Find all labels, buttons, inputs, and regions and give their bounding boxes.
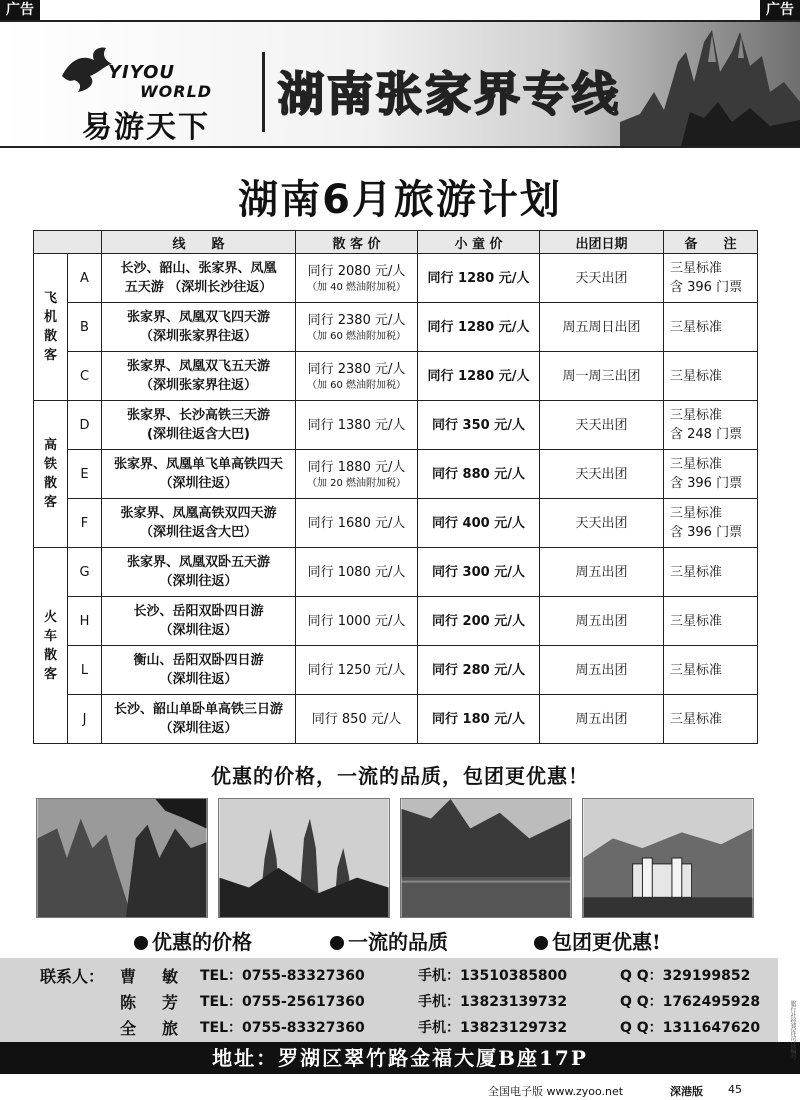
contact-row xyxy=(0,1016,778,1042)
route-line: （深圳往返） xyxy=(159,672,238,687)
banner-title: 湖南张家界专线 xyxy=(278,67,621,121)
route-cell xyxy=(102,548,296,597)
note-line: 三星标准 xyxy=(670,368,723,384)
point-group: 包团更优惠! xyxy=(534,926,661,955)
adult-price-cell xyxy=(296,450,418,499)
contact-name: 全旅 xyxy=(120,1019,205,1038)
route-line: 衡山、岳阳双卧四日游 xyxy=(133,653,264,668)
table-row xyxy=(34,254,758,303)
table-row xyxy=(34,646,758,695)
table-header-row xyxy=(34,231,758,254)
adult-price: 同行 850 元/人 xyxy=(311,711,402,727)
route-cell xyxy=(102,695,296,744)
adult-price: 同行 2380 元/人 xyxy=(307,312,406,328)
route-line: 张家界、凤凰单飞单高铁四天 xyxy=(113,457,283,472)
contact-tel: TEL：0755-83327360 xyxy=(200,1020,365,1036)
bullet-icon xyxy=(134,936,148,950)
route-cell xyxy=(102,401,296,450)
adult-price-cell xyxy=(296,548,418,597)
departure-date: 周五出团 xyxy=(540,597,664,646)
footer-region: 深港版 xyxy=(670,1085,703,1098)
route-code: C xyxy=(68,352,102,401)
route-code: L xyxy=(68,646,102,695)
header-route: 线 路 xyxy=(102,231,296,254)
child-price: 同行 350 元/人 xyxy=(418,401,540,450)
table-row xyxy=(34,450,758,499)
tour-plan-table xyxy=(33,230,758,744)
page-footer xyxy=(0,1080,800,1100)
route-line: （深圳张家界往返） xyxy=(139,329,257,344)
banner-divider xyxy=(262,52,265,132)
note-cell xyxy=(664,450,758,499)
note-cell xyxy=(664,401,758,450)
route-line: 张家界、凤凰高铁双四天游 xyxy=(120,506,277,521)
route-code: A xyxy=(68,254,102,303)
route-cell xyxy=(102,499,296,548)
note-line: 三星标准 xyxy=(670,662,723,678)
table-row xyxy=(34,499,758,548)
note-cell xyxy=(664,646,758,695)
departure-date: 周五出团 xyxy=(540,548,664,597)
header-departure: 出团日期 xyxy=(540,231,664,254)
contact-mobile: 手机：13823139732 xyxy=(418,994,568,1010)
note-cell xyxy=(664,548,758,597)
bullet-icon xyxy=(534,936,548,950)
bullet-icon xyxy=(330,936,344,950)
note-cell xyxy=(664,352,758,401)
route-line: 张家界、凤凰双卧五天游 xyxy=(126,555,270,570)
contact-mobile: 手机：13823129732 xyxy=(418,1020,568,1036)
address-bar: 地址：罗湖区翠竹路金福大厦B座17P xyxy=(0,1042,800,1074)
note-cell xyxy=(664,254,758,303)
route-cell xyxy=(102,303,296,352)
scenery-photo-4 xyxy=(582,798,754,918)
table-row xyxy=(34,695,758,744)
category-cell xyxy=(34,548,68,744)
contact-row xyxy=(0,990,778,1016)
route-line: （深圳往返） xyxy=(159,476,238,491)
slogan: 优惠的价格，一流的品质，包团更优惠！ xyxy=(211,764,589,788)
route-line: 五天游 （深圳长沙往返） xyxy=(124,280,273,295)
child-price: 同行 1280 元/人 xyxy=(418,352,540,401)
child-price: 同行 180 元/人 xyxy=(418,695,540,744)
logo-english-line1: YIYOU xyxy=(108,62,176,83)
contact-qq: Q Q：1311647620 xyxy=(620,1020,761,1036)
page-title: 湖南6月旅游计划 xyxy=(238,177,562,223)
note-cell xyxy=(664,499,758,548)
highlight-points xyxy=(0,926,800,952)
adult-price-cell xyxy=(296,646,418,695)
adult-price: 同行 1000 元/人 xyxy=(307,613,406,629)
page-number: 45 xyxy=(728,1083,742,1096)
contact-section xyxy=(0,958,778,1042)
note-line: 三星标准 xyxy=(670,408,723,423)
route-line: (深圳往返含大巴) xyxy=(147,427,250,442)
footer-edition: 全国电子版 www.zyoo.net xyxy=(488,1085,624,1098)
table-row xyxy=(34,597,758,646)
adult-price-cell xyxy=(296,303,418,352)
logo-english-line2: WORLD xyxy=(140,82,213,101)
table-row xyxy=(34,303,758,352)
route-line: 张家界、凤凰双飞四天游 xyxy=(126,310,270,325)
adult-price: 同行 1250 元/人 xyxy=(307,662,406,678)
route-line: 张家界、长沙高铁三天游 xyxy=(126,408,270,423)
departure-date: 天天出团 xyxy=(540,401,664,450)
adult-price: 同行 1680 元/人 xyxy=(307,515,406,531)
category-char: 客 xyxy=(43,495,57,510)
route-line: （深圳往返） xyxy=(159,721,238,736)
departure-date: 周五周日出团 xyxy=(540,303,664,352)
category-char: 机 xyxy=(43,310,57,325)
category-cell xyxy=(34,254,68,401)
child-price: 同行 400 元/人 xyxy=(418,499,540,548)
ad-label-left: 广告 xyxy=(0,0,40,20)
adult-price: 同行 2080 元/人 xyxy=(307,263,406,279)
adult-price: 同行 2380 元/人 xyxy=(307,361,406,377)
route-code: F xyxy=(68,499,102,548)
point-quality: 一流的品质 xyxy=(330,926,448,955)
category-char: 飞 xyxy=(43,291,57,306)
child-price: 同行 880 元/人 xyxy=(418,450,540,499)
contact-tel: TEL：0755-83327360 xyxy=(200,968,365,984)
note-line: 三星标准 xyxy=(670,319,723,335)
table-row xyxy=(34,548,758,597)
note-line: 含 396 门票 xyxy=(670,280,743,295)
route-line: 长沙、岳阳双卧四日游 xyxy=(133,604,264,619)
child-price: 同行 1280 元/人 xyxy=(418,303,540,352)
table-row xyxy=(34,352,758,401)
adult-price-cell xyxy=(296,254,418,303)
adult-price: 同行 1080 元/人 xyxy=(307,564,406,580)
departure-date: 天天出团 xyxy=(540,450,664,499)
note-line: 三星标准 xyxy=(670,613,723,629)
child-price: 同行 1280 元/人 xyxy=(418,254,540,303)
fuel-surcharge: （加 20 燃油附加税） xyxy=(306,477,407,489)
note-line: 三星标准 xyxy=(670,457,723,472)
route-code: B xyxy=(68,303,102,352)
header-note: 备 注 xyxy=(664,231,758,254)
note-line: 含 396 门票 xyxy=(670,525,743,540)
category-char: 铁 xyxy=(43,457,57,472)
departure-date: 天天出团 xyxy=(540,254,664,303)
category-char: 散 xyxy=(43,647,57,663)
category-char: 车 xyxy=(43,628,57,644)
note-line: 三星标准 xyxy=(670,506,723,521)
category-char: 散 xyxy=(43,329,57,344)
note-line: 含 248 门票 xyxy=(670,427,743,442)
route-code: J xyxy=(68,695,102,744)
route-line: 长沙、韶山、张家界、凤凰 xyxy=(120,261,277,276)
mountain-scenery-image xyxy=(620,22,800,148)
departure-date: 周五出团 xyxy=(540,646,664,695)
route-line: （深圳张家界往返） xyxy=(139,378,257,393)
adult-price-cell xyxy=(296,352,418,401)
adult-price-cell xyxy=(296,401,418,450)
side-license-note: 旅行社经营许可证编号 xyxy=(789,1000,796,1060)
category-char: 火 xyxy=(43,609,57,625)
adult-price-cell xyxy=(296,499,418,548)
note-line: 三星标准 xyxy=(670,261,723,276)
contact-tel: TEL：0755-25617360 xyxy=(200,994,365,1010)
route-cell xyxy=(102,646,296,695)
adult-price: 同行 1880 元/人 xyxy=(307,459,406,475)
child-price: 同行 300 元/人 xyxy=(418,548,540,597)
route-line: 长沙、韶山单卧单高铁三日游 xyxy=(113,702,283,717)
route-cell xyxy=(102,597,296,646)
scenery-photo-1 xyxy=(36,798,208,918)
table-row xyxy=(34,401,758,450)
contact-row xyxy=(0,964,778,990)
category-char: 散 xyxy=(43,476,57,491)
ad-label-right: 广告 xyxy=(760,0,800,20)
header-blank xyxy=(34,231,102,254)
route-cell xyxy=(102,352,296,401)
category-char: 客 xyxy=(43,666,57,682)
contact-mobile: 手机：13510385800 xyxy=(418,968,568,984)
route-code: D xyxy=(68,401,102,450)
fuel-surcharge: （加 40 燃油附加税） xyxy=(306,281,407,293)
child-price: 同行 200 元/人 xyxy=(418,597,540,646)
category-char: 高 xyxy=(43,438,57,453)
note-line: 三星标准 xyxy=(670,564,723,580)
header-adult-price: 散 客 价 xyxy=(296,231,418,254)
category-char: 客 xyxy=(43,348,57,363)
header-child-price: 小 童 价 xyxy=(418,231,540,254)
brand-logo xyxy=(60,40,260,145)
fuel-surcharge: （加 60 燃油附加税） xyxy=(306,379,407,391)
route-cell xyxy=(102,254,296,303)
contact-label: 联系人： xyxy=(40,967,105,986)
fuel-surcharge: （加 60 燃油附加税） xyxy=(306,330,407,342)
logo-chinese: 易游天下 xyxy=(82,110,210,145)
route-code: E xyxy=(68,450,102,499)
departure-date: 周一周三出团 xyxy=(540,352,664,401)
route-line: 张家界、凤凰双飞五天游 xyxy=(126,359,270,374)
note-line: 三星标准 xyxy=(670,711,723,727)
contact-qq: Q Q：329199852 xyxy=(620,968,751,984)
note-cell xyxy=(664,303,758,352)
contact-qq: Q Q：1762495928 xyxy=(620,994,761,1010)
contact-name: 陈芳 xyxy=(120,993,205,1012)
child-price: 同行 280 元/人 xyxy=(418,646,540,695)
departure-date: 周五出团 xyxy=(540,695,664,744)
header-banner xyxy=(0,20,800,148)
route-cell xyxy=(102,450,296,499)
route-line: （深圳往返含大巴） xyxy=(139,525,257,540)
route-line: （深圳往返） xyxy=(159,623,238,638)
scenery-photo-2 xyxy=(218,798,390,918)
route-code: G xyxy=(68,548,102,597)
adult-price-cell xyxy=(296,695,418,744)
category-cell xyxy=(34,401,68,548)
adult-price: 同行 1380 元/人 xyxy=(307,417,406,433)
route-line: （深圳往返） xyxy=(159,574,238,589)
point-price: 优惠的价格 xyxy=(134,926,252,955)
route-code: H xyxy=(68,597,102,646)
scenery-photo-3 xyxy=(400,798,572,918)
adult-price-cell xyxy=(296,597,418,646)
departure-date: 天天出团 xyxy=(540,499,664,548)
note-cell xyxy=(664,695,758,744)
contact-name: 曹敏 xyxy=(120,967,205,986)
note-line: 含 396 门票 xyxy=(670,476,743,491)
note-cell xyxy=(664,597,758,646)
